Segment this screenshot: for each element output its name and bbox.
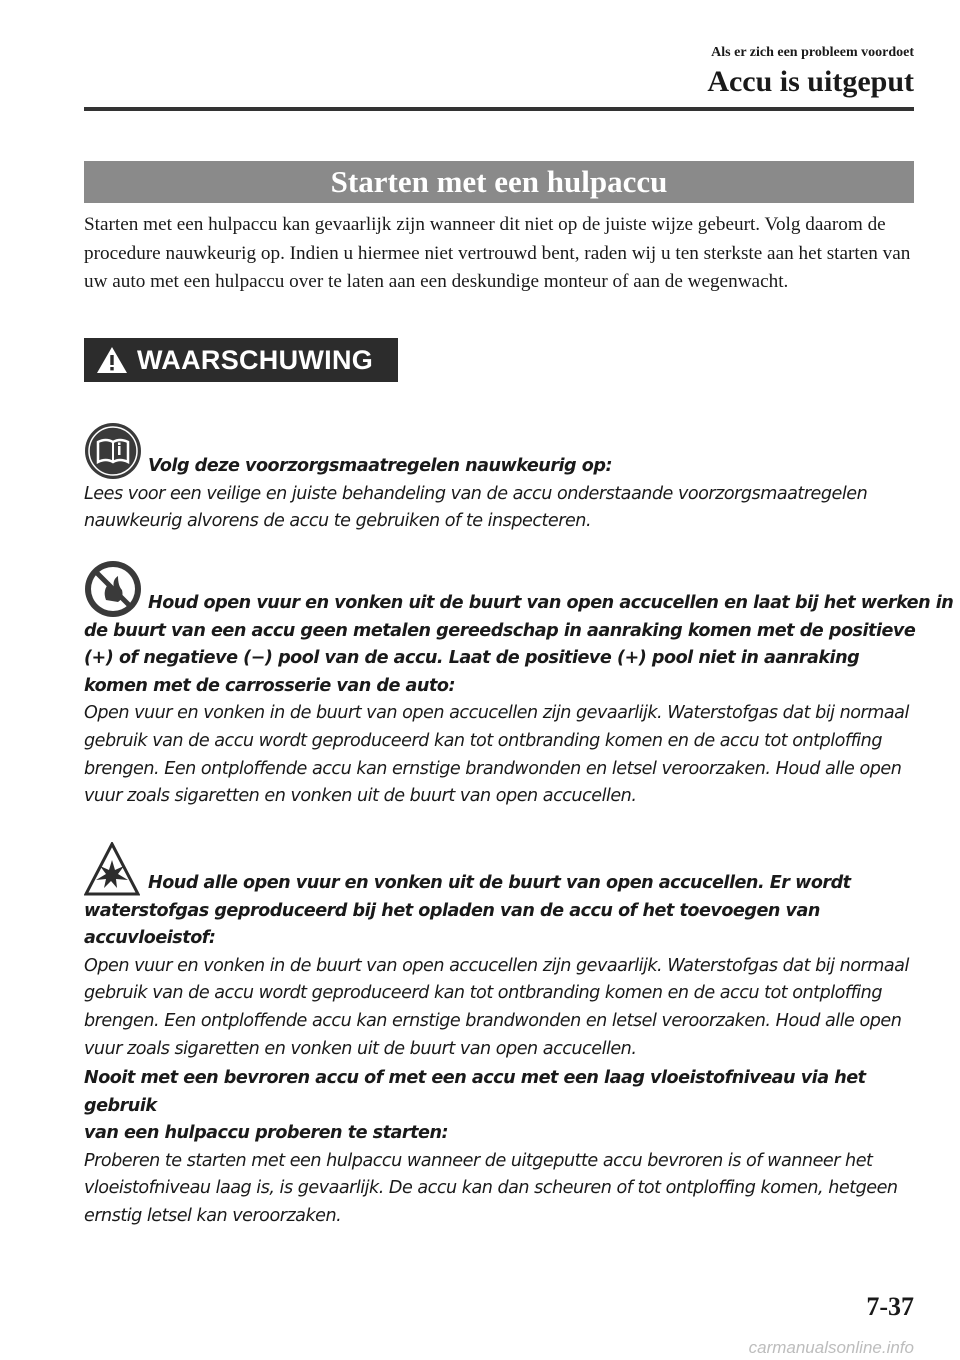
warning-heading: Volg deze voorzorgsmaatregelen nauwkeurig op: bbox=[148, 456, 612, 476]
warning-triangle-icon bbox=[95, 345, 129, 375]
warning-badge bbox=[84, 338, 398, 382]
page-title: Starten met een hulpaccu bbox=[84, 161, 914, 203]
page-number: 7-37 bbox=[866, 1292, 914, 1321]
chapter-title: Als er zich een probleem voordoet bbox=[711, 45, 914, 60]
warning-heading-continued: van een hulpaccu proberen te starten: bbox=[84, 1123, 449, 1144]
intro-paragraph: Starten met een hulpaccu kan gevaarlijk zijn wanneer dit niet op de juiste wijze gebeurt. Volg daarom de procedure nauwkeurig op. Indien u hiermee niet vertrouwd bent, raden wij u ten sterkste aan het starten van uw auto met een hulpaccu over te laten aan een deskundige monteur of aan de wegenwacht. bbox=[84, 214, 911, 293]
warning-body: Open vuur en vonken in de buurt van open accucellen zijn gevaarlijk. Waterstofgas dat bij normaal gebruik van de accu wordt geproduceerd kan tot ontbranding komen en de accu tot ontploffing brengen. Een ontploffende accu kan ernstige brandwonden en letsel veroorzaken. Houd alle open vuur zoals sigaretten en vonken uit de buurt van open accucellen. bbox=[84, 703, 909, 807]
warning-body: Open vuur en vonken in de buurt van open accucellen zijn gevaarlijk. Waterstofgas dat bij normaal gebruik van de accu wordt geproduceerd kan tot ontbranding komen en de accu tot ontploffing brengen. Een ontploffende accu kan ernstige brandwonden en letsel veroorzaken. Houd alle open vuur zoals sigaretten en vonken uit de buurt van open accucellen. bbox=[84, 955, 909, 1059]
warning-body: Lees voor een veilige en juiste behandeling van de accu onderstaande voorzorgsmaatregelen nauwkeurig alvorens de accu te gebruiken of te inspecteren. bbox=[84, 483, 868, 532]
warning-heading: Houd alle open vuur en vonken uit de buurt van open accucellen. Er wordt bbox=[148, 873, 851, 893]
manual-book-icon bbox=[84, 422, 142, 480]
warning-label: WAARSCHUWING bbox=[137, 344, 374, 375]
no-open-flame-icon bbox=[84, 560, 142, 618]
warning-body: Proberen te starten met een hulpaccu wanneer de uitgeputte accu bevroren is of wanneer het vloeistofniveau laag is, is gevaarlijk. De accu kan dan scheuren of tot ontploffing komen, hetgeen ernstig letsel kan veroorzaken. bbox=[84, 1150, 898, 1226]
header-divider bbox=[84, 107, 914, 111]
section-title: Accu is uitgeput bbox=[707, 65, 914, 98]
watermark: carmanualsonline.info bbox=[748, 1338, 914, 1357]
warning-heading-continued: waterstofgas geproduceerd bij het opladen van de accu of het toevoegen van accuvloeistof: bbox=[84, 900, 820, 949]
explosion-warning-icon bbox=[84, 842, 140, 896]
warning-heading-continued: de buurt van een accu geen metalen gereedschap in aanraking komen met de positieve (+) of negatieve (−) pool van de accu. Laat de positieve (+) pool niet in aanraking komen met de carrosserie van de auto: bbox=[84, 620, 916, 696]
warning-heading: Houd open vuur en vonken uit de buurt van open accucellen en laat bij het werken in bbox=[148, 593, 954, 613]
warning-heading: Nooit met een bevroren accu of met een accu met een laag vloeistofniveau via het gebruik bbox=[84, 1068, 866, 1116]
page-header bbox=[84, 44, 914, 100]
warning-item bbox=[84, 842, 920, 1063]
warning-item bbox=[84, 562, 954, 811]
warning-item bbox=[84, 1065, 920, 1231]
warning-item bbox=[84, 426, 920, 536]
